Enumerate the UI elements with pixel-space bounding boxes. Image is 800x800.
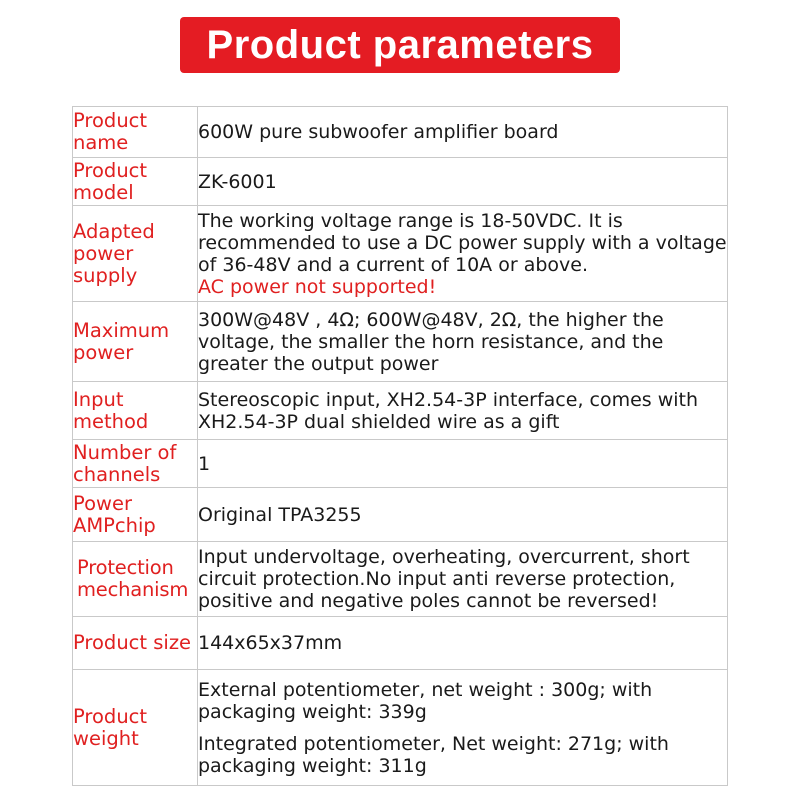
table-row xyxy=(73,382,728,440)
title-banner xyxy=(180,17,620,73)
table-row xyxy=(73,670,728,786)
row-label: Adapted power supply xyxy=(73,206,198,302)
row-value: 1 xyxy=(198,440,728,488)
row-value: Input undervoltage, overheating, overcurrent, short circuit protection.No input anti reverse protection, positive and negative poles cannot be reversed! xyxy=(198,542,728,617)
row-value xyxy=(198,670,728,786)
row-label: Maximum power xyxy=(73,302,198,382)
value-text: The working voltage range is 18-50VDC. It is recommended to use a DC power supply with a voltage of 36-48V and a current of 10A or above. xyxy=(198,209,727,276)
row-value: Original TPA3255 xyxy=(198,488,728,542)
row-label: Power AMPchip xyxy=(73,488,198,542)
table-row xyxy=(73,158,728,206)
warning-text: AC power not supported! xyxy=(198,275,437,298)
spacer xyxy=(198,723,727,733)
row-label: Product weight xyxy=(73,670,198,786)
page-title: Product parameters xyxy=(206,22,594,67)
table-row xyxy=(73,542,728,617)
row-value: 144x65x37mm xyxy=(198,617,728,670)
row-label: Product model xyxy=(73,158,198,206)
row-value: Stereoscopic input, XH2.54-3P interface, comes with XH2.54-3P dual shielded wire as a gift xyxy=(198,382,728,440)
row-value: 300W@48V , 4Ω; 600W@48V, 2Ω, the higher the voltage, the smaller the horn resistance, and the greater the output power xyxy=(198,302,728,382)
table-row xyxy=(73,206,728,302)
table-row xyxy=(73,107,728,158)
row-label: Product size xyxy=(73,617,198,670)
row-label: Protection mechanism xyxy=(73,542,198,617)
table-row xyxy=(73,440,728,488)
row-label: Number of channels xyxy=(73,440,198,488)
row-value xyxy=(198,206,728,302)
table-row xyxy=(73,488,728,542)
table-row xyxy=(73,302,728,382)
row-label: Product name xyxy=(73,107,198,158)
value-text-secondary: Integrated potentiometer, Net weight: 271g; with packaging weight: 311g xyxy=(198,732,669,777)
table-row xyxy=(73,617,728,670)
row-value: 600W pure subwoofer amplifier board xyxy=(198,107,728,158)
row-value: ZK-6001 xyxy=(198,158,728,206)
parameters-table xyxy=(72,106,728,786)
row-label: Input method xyxy=(73,382,198,440)
value-text: External potentiometer, net weight : 300g; with packaging weight: 339g xyxy=(198,678,653,723)
